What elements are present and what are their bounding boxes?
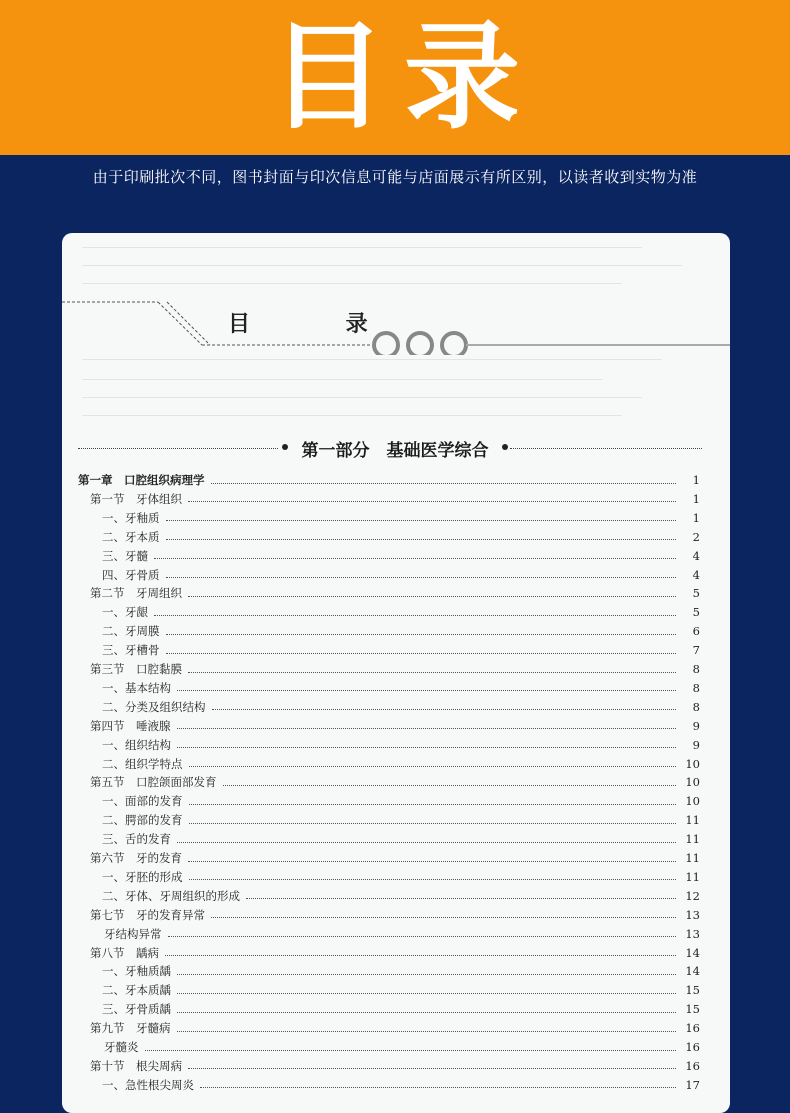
entry-page-number: 10	[685, 756, 700, 771]
toc-subsection-entry	[78, 698, 700, 716]
bleed-through-line	[82, 397, 642, 398]
toc-subsection-entry	[78, 981, 700, 999]
dot-leader	[177, 1031, 677, 1032]
entry-label: 一、基本结构	[102, 680, 171, 695]
dot-leader	[189, 823, 677, 824]
entry-page-number: 17	[685, 1077, 700, 1092]
dot-leader	[177, 842, 676, 843]
entry-page-number: 1	[692, 510, 700, 525]
dot-leader	[177, 690, 676, 691]
entry-label: 第一章 口腔组织病理学	[78, 473, 205, 487]
toc-subsection-entry	[78, 603, 700, 621]
dotted-rule	[78, 448, 278, 449]
entry-label: 第十节 根尖周病	[90, 1058, 182, 1073]
bullet-icon	[502, 444, 508, 450]
entry-label: 第三节 口腔黏膜	[90, 662, 182, 676]
header-banner	[0, 0, 790, 155]
entry-label: 一、急性根尖周炎	[102, 1077, 194, 1092]
entry-label: 第二节 牙周组织	[90, 586, 182, 601]
toc-section-entry	[78, 944, 700, 962]
entry-page-number: 2	[692, 529, 700, 544]
bleed-through-line	[82, 247, 642, 248]
toc-subsection-entry	[78, 1076, 700, 1094]
entry-label: 二、牙体、牙周组织的形成	[102, 888, 240, 903]
dot-leader	[189, 804, 677, 805]
entry-page-number: 5	[692, 586, 700, 601]
entry-label: 二、组织学特点	[102, 756, 183, 771]
entry-page-number: 9	[692, 718, 700, 733]
entry-label: 第七节 牙的发育异常	[90, 907, 205, 922]
entry-page-number: 14	[685, 964, 700, 979]
toc-subsection-entry	[78, 1000, 700, 1018]
dot-leader	[212, 709, 677, 710]
toc-subsection-entry	[78, 641, 700, 659]
entry-page-number: 15	[685, 1002, 700, 1017]
dot-leader	[211, 917, 676, 918]
bleed-through-line	[82, 379, 602, 380]
toc-subsection-entry	[78, 547, 700, 565]
bullet-icon	[282, 444, 288, 450]
entry-label: 二、腭部的发育	[102, 813, 183, 828]
toc-subsection-entry	[78, 528, 700, 546]
dot-leader	[188, 501, 676, 502]
dot-leader	[189, 766, 677, 767]
dot-leader	[145, 1050, 677, 1051]
entry-label: 第五节 口腔颌面部发育	[90, 775, 217, 790]
dot-leader	[165, 955, 676, 956]
toc-subsection-entry	[78, 566, 700, 584]
toc-subsection-entry	[78, 622, 700, 640]
banner-title: 目录	[270, 9, 538, 145]
toc-subsection-entry	[78, 868, 700, 886]
dot-leader	[154, 558, 676, 559]
entry-label: 第八节 龋病	[90, 945, 159, 960]
entry-page-number: 11	[685, 813, 700, 828]
entry-page-number: 13	[685, 926, 700, 941]
toc-section-entry	[78, 849, 700, 867]
toc-subsection-entry	[78, 962, 700, 980]
dot-leader	[188, 596, 676, 597]
entry-page-number: 16	[685, 1021, 700, 1036]
entry-page-number: 10	[685, 794, 700, 809]
entry-page-number: 4	[692, 548, 700, 563]
toc-subsection-entry	[78, 830, 700, 848]
entry-label: 第四节 唾液腺	[90, 718, 171, 733]
entry-page-number: 11	[685, 851, 700, 865]
entry-page-number: 1	[692, 473, 700, 487]
dot-leader	[166, 539, 677, 540]
dot-leader	[177, 747, 676, 748]
entry-page-number: 14	[685, 945, 700, 960]
toc-subsection-entry	[78, 792, 700, 810]
dot-leader	[154, 615, 676, 616]
entry-label: 第九节 牙髓病	[90, 1021, 171, 1036]
entry-page-number: 11	[685, 832, 700, 847]
entry-label: 牙结构异常	[104, 926, 162, 941]
entry-page-number: 11	[685, 869, 700, 884]
entry-page-number: 5	[692, 605, 700, 620]
dot-leader	[188, 861, 676, 862]
toc-page	[62, 233, 730, 1113]
dot-leader	[200, 1087, 676, 1088]
dot-leader	[177, 728, 677, 729]
dot-leader	[246, 898, 676, 899]
entry-page-number: 8	[692, 680, 700, 695]
entry-page-number: 12	[685, 888, 700, 903]
toc-subsection-entry	[78, 925, 700, 943]
toc-section-entry	[78, 660, 700, 678]
entry-label: 一、牙胚的形成	[102, 869, 183, 884]
dot-leader	[177, 1012, 676, 1013]
entry-label: 二、分类及组织结构	[102, 699, 206, 714]
toc-section-entry	[78, 773, 700, 791]
entry-label: 一、组织结构	[102, 737, 171, 752]
entry-page-number: 9	[692, 737, 700, 752]
entry-page-number: 7	[692, 643, 700, 658]
entry-label: 一、牙釉质龋	[102, 964, 171, 979]
entry-page-number: 6	[692, 624, 700, 639]
entry-label: 第一节 牙体组织	[90, 491, 182, 506]
entry-label: 三、舌的发育	[102, 832, 171, 847]
dot-leader	[177, 974, 676, 975]
toc-heading-ornament	[62, 295, 730, 355]
dot-leader	[188, 672, 676, 673]
entry-label: 一、牙釉质	[102, 510, 160, 525]
entry-page-number: 15	[685, 983, 700, 998]
entry-page-number: 4	[692, 567, 700, 582]
dot-leader	[166, 520, 677, 521]
dot-leader	[177, 993, 676, 994]
dot-leader	[168, 936, 677, 937]
entry-page-number: 16	[685, 1040, 700, 1054]
entry-label: 二、牙周膜	[102, 624, 160, 639]
toc-subsection-entry	[78, 887, 700, 905]
entry-page-number: 8	[692, 699, 700, 714]
toc-chapter-entry	[78, 471, 700, 489]
print-notice: 由于印刷批次不同，图书封面与印次信息可能与店面展示有所区别，以读者收到实物为准	[92, 168, 698, 186]
entry-label: 第六节 牙的发育	[90, 851, 182, 865]
toc-section-entry	[78, 1057, 700, 1075]
dot-leader	[189, 879, 677, 880]
entry-page-number: 8	[692, 662, 700, 676]
toc-subsection-entry	[78, 811, 700, 829]
part-heading	[78, 435, 702, 461]
toc-subsection-entry	[78, 509, 700, 527]
entry-page-number: 13	[685, 907, 700, 922]
entry-label: 三、牙槽骨	[102, 643, 160, 658]
entry-label: 三、牙髓	[102, 548, 148, 563]
entry-label: 一、牙龈	[102, 605, 148, 620]
entry-label: 四、牙骨质	[102, 567, 160, 582]
dot-leader	[166, 577, 677, 578]
dot-leader	[166, 634, 677, 635]
bleed-through-line	[82, 283, 622, 284]
bleed-through-line	[82, 359, 662, 360]
dot-leader	[223, 785, 677, 786]
entry-page-number: 1	[692, 491, 700, 506]
dot-leader	[166, 653, 677, 654]
toc-subsection-entry	[78, 755, 700, 773]
entry-label: 三、牙骨质龋	[102, 1002, 171, 1017]
toc-title: 目 录	[228, 312, 412, 337]
toc-section-entry	[78, 906, 700, 924]
entry-label: 二、牙本质龋	[102, 983, 171, 998]
toc-section-entry	[78, 584, 700, 602]
dot-leader	[211, 483, 677, 484]
dotted-rule	[510, 448, 702, 449]
entry-label: 一、面部的发育	[102, 794, 183, 809]
toc-section-entry	[78, 717, 700, 735]
toc-subsection-entry	[78, 1038, 700, 1056]
dot-leader	[188, 1068, 676, 1069]
toc-section-entry	[78, 1019, 700, 1037]
entry-page-number: 16	[685, 1058, 700, 1073]
entry-page-number: 10	[685, 775, 700, 790]
part-title: 第一部分 基础医学综合	[301, 441, 489, 461]
bleed-through-line	[82, 415, 622, 416]
toc-subsection-entry	[78, 679, 700, 697]
bleed-through-line	[82, 265, 682, 266]
entry-label: 二、牙本质	[102, 529, 160, 544]
toc-section-entry	[78, 490, 700, 508]
toc-subsection-entry	[78, 736, 700, 754]
entry-label: 牙髓炎	[104, 1040, 139, 1054]
